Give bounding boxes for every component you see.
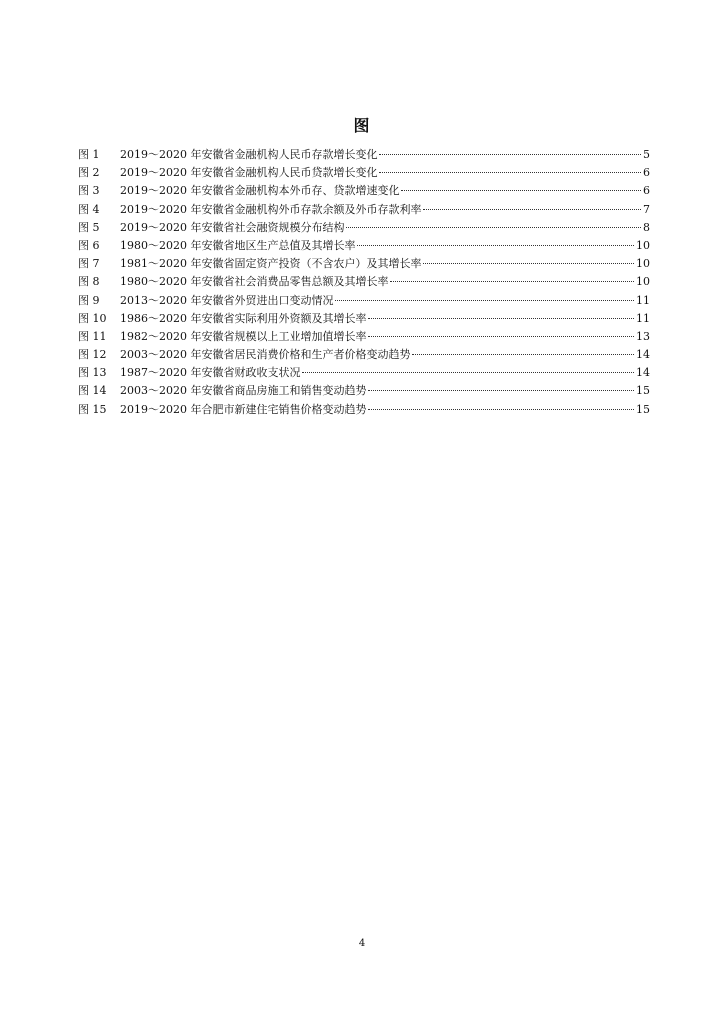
toc-entry[interactable]	[78, 328, 650, 346]
figure-title: 2019～2020 年合肥市新建住宅销售价格变动趋势	[120, 402, 367, 416]
figure-label: 图 13	[78, 366, 107, 380]
figure-page-number: 13	[636, 329, 650, 343]
toc-entry[interactable]	[78, 219, 650, 237]
figure-label: 图 5	[78, 220, 100, 234]
figure-label: 图 3	[78, 184, 100, 198]
toc-entry[interactable]	[78, 237, 650, 255]
figure-title: 1980～2020 年安徽省社会消费品零售总额及其增长率	[120, 275, 389, 289]
figure-label: 图 6	[78, 238, 100, 252]
dot-leader	[357, 245, 634, 246]
toc-entry[interactable]	[78, 201, 650, 219]
dot-leader	[390, 281, 634, 282]
figure-page-number: 5	[643, 148, 650, 161]
figure-page-number: 14	[636, 366, 650, 380]
figure-label: 图 10	[78, 311, 107, 325]
figure-page-number: 8	[643, 220, 650, 234]
figure-page-number: 6	[643, 184, 650, 198]
figure-title: 2019～2020 年安徽省金融机构外币存款余额及外币存款利率	[120, 202, 422, 216]
dot-leader	[335, 300, 634, 301]
figure-label: 图 1	[78, 148, 100, 161]
figure-page-number: 14	[636, 348, 650, 362]
figure-label: 图 7	[78, 257, 100, 271]
figure-title: 2003～2020 年安徽省居民消费价格和生产者价格变动趋势	[120, 348, 411, 362]
figure-title: 2019～2020 年安徽省金融机构人民币存款增长变化	[120, 148, 378, 161]
figure-title: 1982～2020 年安徽省规模以上工业增加值增长率	[120, 329, 367, 343]
figure-title: 2019～2020 年安徽省金融机构人民币贷款增长变化	[120, 166, 378, 180]
dot-leader	[368, 409, 634, 410]
figure-title: 1986～2020 年安徽省实际利用外资额及其增长率	[120, 311, 367, 325]
figure-list	[78, 146, 650, 419]
toc-entry[interactable]	[78, 273, 650, 291]
figure-page-number: 15	[636, 384, 650, 398]
figure-page-number: 10	[636, 238, 650, 252]
figure-label: 图 4	[78, 202, 100, 216]
dot-leader	[302, 372, 634, 373]
dot-leader	[368, 390, 634, 391]
dot-leader	[368, 336, 634, 337]
figure-label: 图 12	[78, 348, 107, 362]
figure-page-number: 11	[636, 311, 650, 325]
figure-page-number: 7	[643, 202, 650, 216]
figure-title: 1980～2020 年安徽省地区生产总值及其增长率	[120, 238, 356, 252]
figure-title: 2019～2020 年安徽省社会融资规模分布结构	[120, 220, 345, 234]
dot-leader	[379, 154, 641, 155]
dot-leader	[379, 172, 641, 173]
toc-entry[interactable]	[78, 310, 650, 328]
figure-title: 2003～2020 年安徽省商品房施工和销售变动趋势	[120, 384, 367, 398]
figure-page-number: 15	[636, 402, 650, 416]
dot-leader	[412, 354, 634, 355]
figure-title: 1981～2020 年安徽省固定资产投资（不含农户）及其增长率	[120, 257, 422, 271]
toc-entry[interactable]	[78, 164, 650, 182]
dot-leader	[346, 227, 641, 228]
toc-entry[interactable]	[78, 364, 650, 382]
figure-page-number: 11	[636, 293, 650, 307]
figure-label: 图 15	[78, 402, 107, 416]
toc-entry[interactable]	[78, 401, 650, 419]
figure-label: 图 2	[78, 166, 100, 180]
dot-leader	[423, 209, 641, 210]
dot-leader	[368, 318, 634, 319]
figure-label: 图 11	[78, 329, 107, 343]
figure-label: 图 9	[78, 293, 100, 307]
dot-leader	[423, 263, 634, 264]
toc-entry[interactable]	[78, 255, 650, 273]
toc-entry[interactable]	[78, 182, 650, 200]
dot-leader	[401, 190, 641, 191]
page-number: 4	[358, 938, 366, 949]
toc-entry[interactable]	[78, 346, 650, 364]
figure-page-number: 10	[636, 257, 650, 271]
figure-page-number: 6	[643, 166, 650, 180]
figure-page-number: 10	[636, 275, 650, 289]
figure-title: 2013～2020 年安徽省外贸进出口变动情况	[120, 293, 334, 307]
figure-title: 2019～2020 年安徽省金融机构本外币存、贷款增速变化	[120, 184, 400, 198]
figure-label: 图 8	[78, 275, 100, 289]
toc-entry[interactable]	[78, 146, 650, 164]
toc-heading: 图	[353, 116, 371, 135]
figure-label: 图 14	[78, 384, 107, 398]
figure-title: 1987～2020 年安徽省财政收支状况	[120, 366, 301, 380]
toc-entry[interactable]	[78, 292, 650, 310]
toc-entry[interactable]	[78, 382, 650, 400]
